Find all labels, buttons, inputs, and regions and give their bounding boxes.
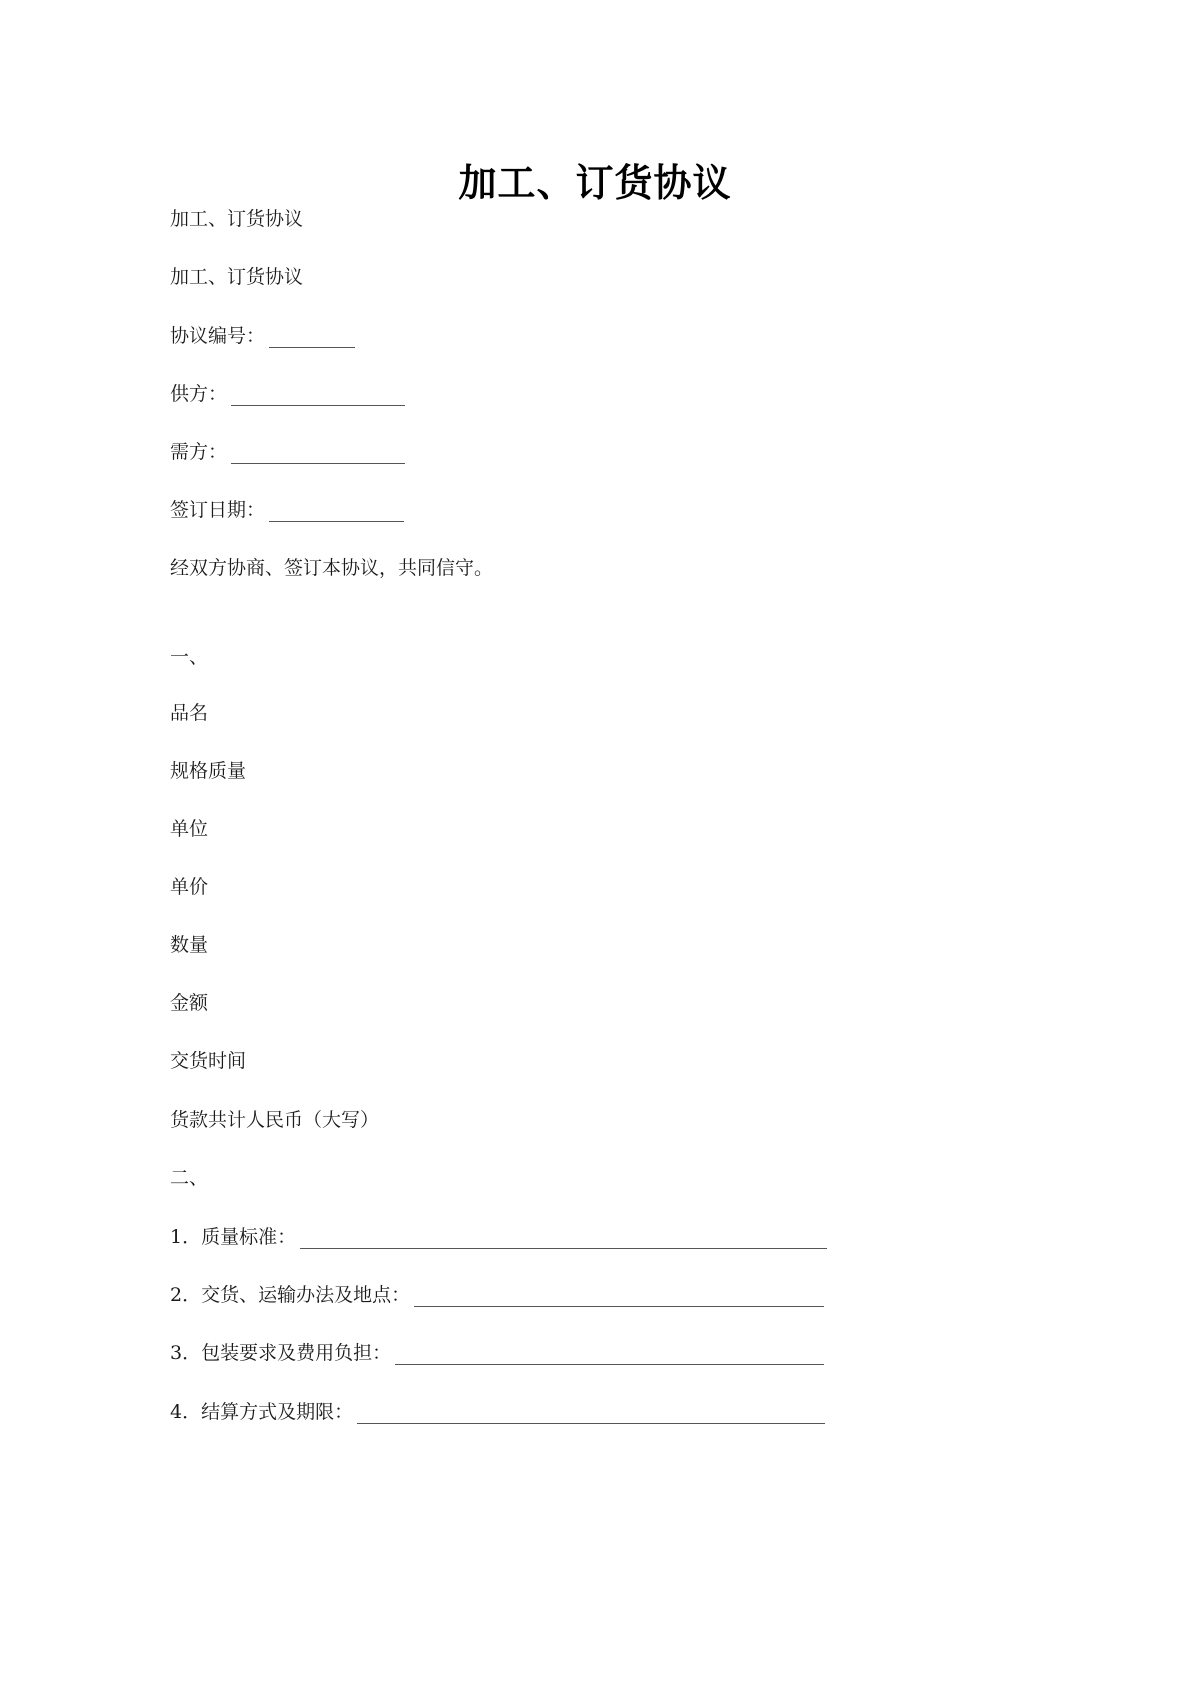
intro-text: 经双方协商、签订本协议，共同信守。 (170, 557, 494, 579)
buyer-blank[interactable] (231, 443, 405, 464)
quality-standard-blank[interactable] (300, 1228, 827, 1249)
document-title: 加工、订货协议 (458, 160, 732, 205)
clause-packaging (170, 1341, 824, 1365)
column-product-name: 品名 (170, 702, 209, 724)
delivery-transport-blank[interactable] (414, 1286, 824, 1307)
field-label: 签订日期： (170, 499, 266, 521)
column-spec-quality: 规格质量 (170, 760, 247, 782)
clause-settlement (170, 1400, 825, 1424)
clause-quality-standard (170, 1225, 827, 1249)
clause-label: 1．质量标准： (170, 1226, 297, 1248)
clause-label: 4．结算方式及期限： (170, 1401, 354, 1423)
column-unit-price: 单价 (170, 876, 209, 898)
subtitle: 加工、订货协议 (170, 266, 304, 288)
clause-label: 3．包装要求及费用负担： (170, 1342, 392, 1364)
clause-label: 2．交货、运输办法及地点： (170, 1284, 411, 1306)
field-agreement-number (170, 324, 355, 348)
settlement-blank[interactable] (357, 1403, 825, 1424)
column-quantity: 数量 (170, 934, 209, 956)
field-label: 供方： (170, 383, 228, 405)
agreement-number-blank[interactable] (269, 327, 355, 348)
supplier-blank[interactable] (231, 385, 405, 406)
field-label: 协议编号： (170, 325, 266, 347)
section-2-heading: 二、 (170, 1167, 209, 1189)
section-1-heading: 一、 (170, 646, 209, 668)
clause-delivery-transport (170, 1283, 824, 1307)
column-amount: 金额 (170, 992, 209, 1014)
signing-date-blank[interactable] (269, 501, 404, 522)
field-supplier (170, 382, 405, 406)
packaging-blank[interactable] (395, 1344, 824, 1365)
subtitle: 加工、订货协议 (170, 208, 304, 230)
field-signing-date (170, 498, 404, 522)
total-amount-label: 货款共计人民币（大写） (170, 1109, 380, 1131)
field-buyer (170, 440, 405, 464)
field-label: 需方： (170, 441, 228, 463)
column-delivery-time: 交货时间 (170, 1050, 247, 1072)
column-unit: 单位 (170, 818, 209, 840)
